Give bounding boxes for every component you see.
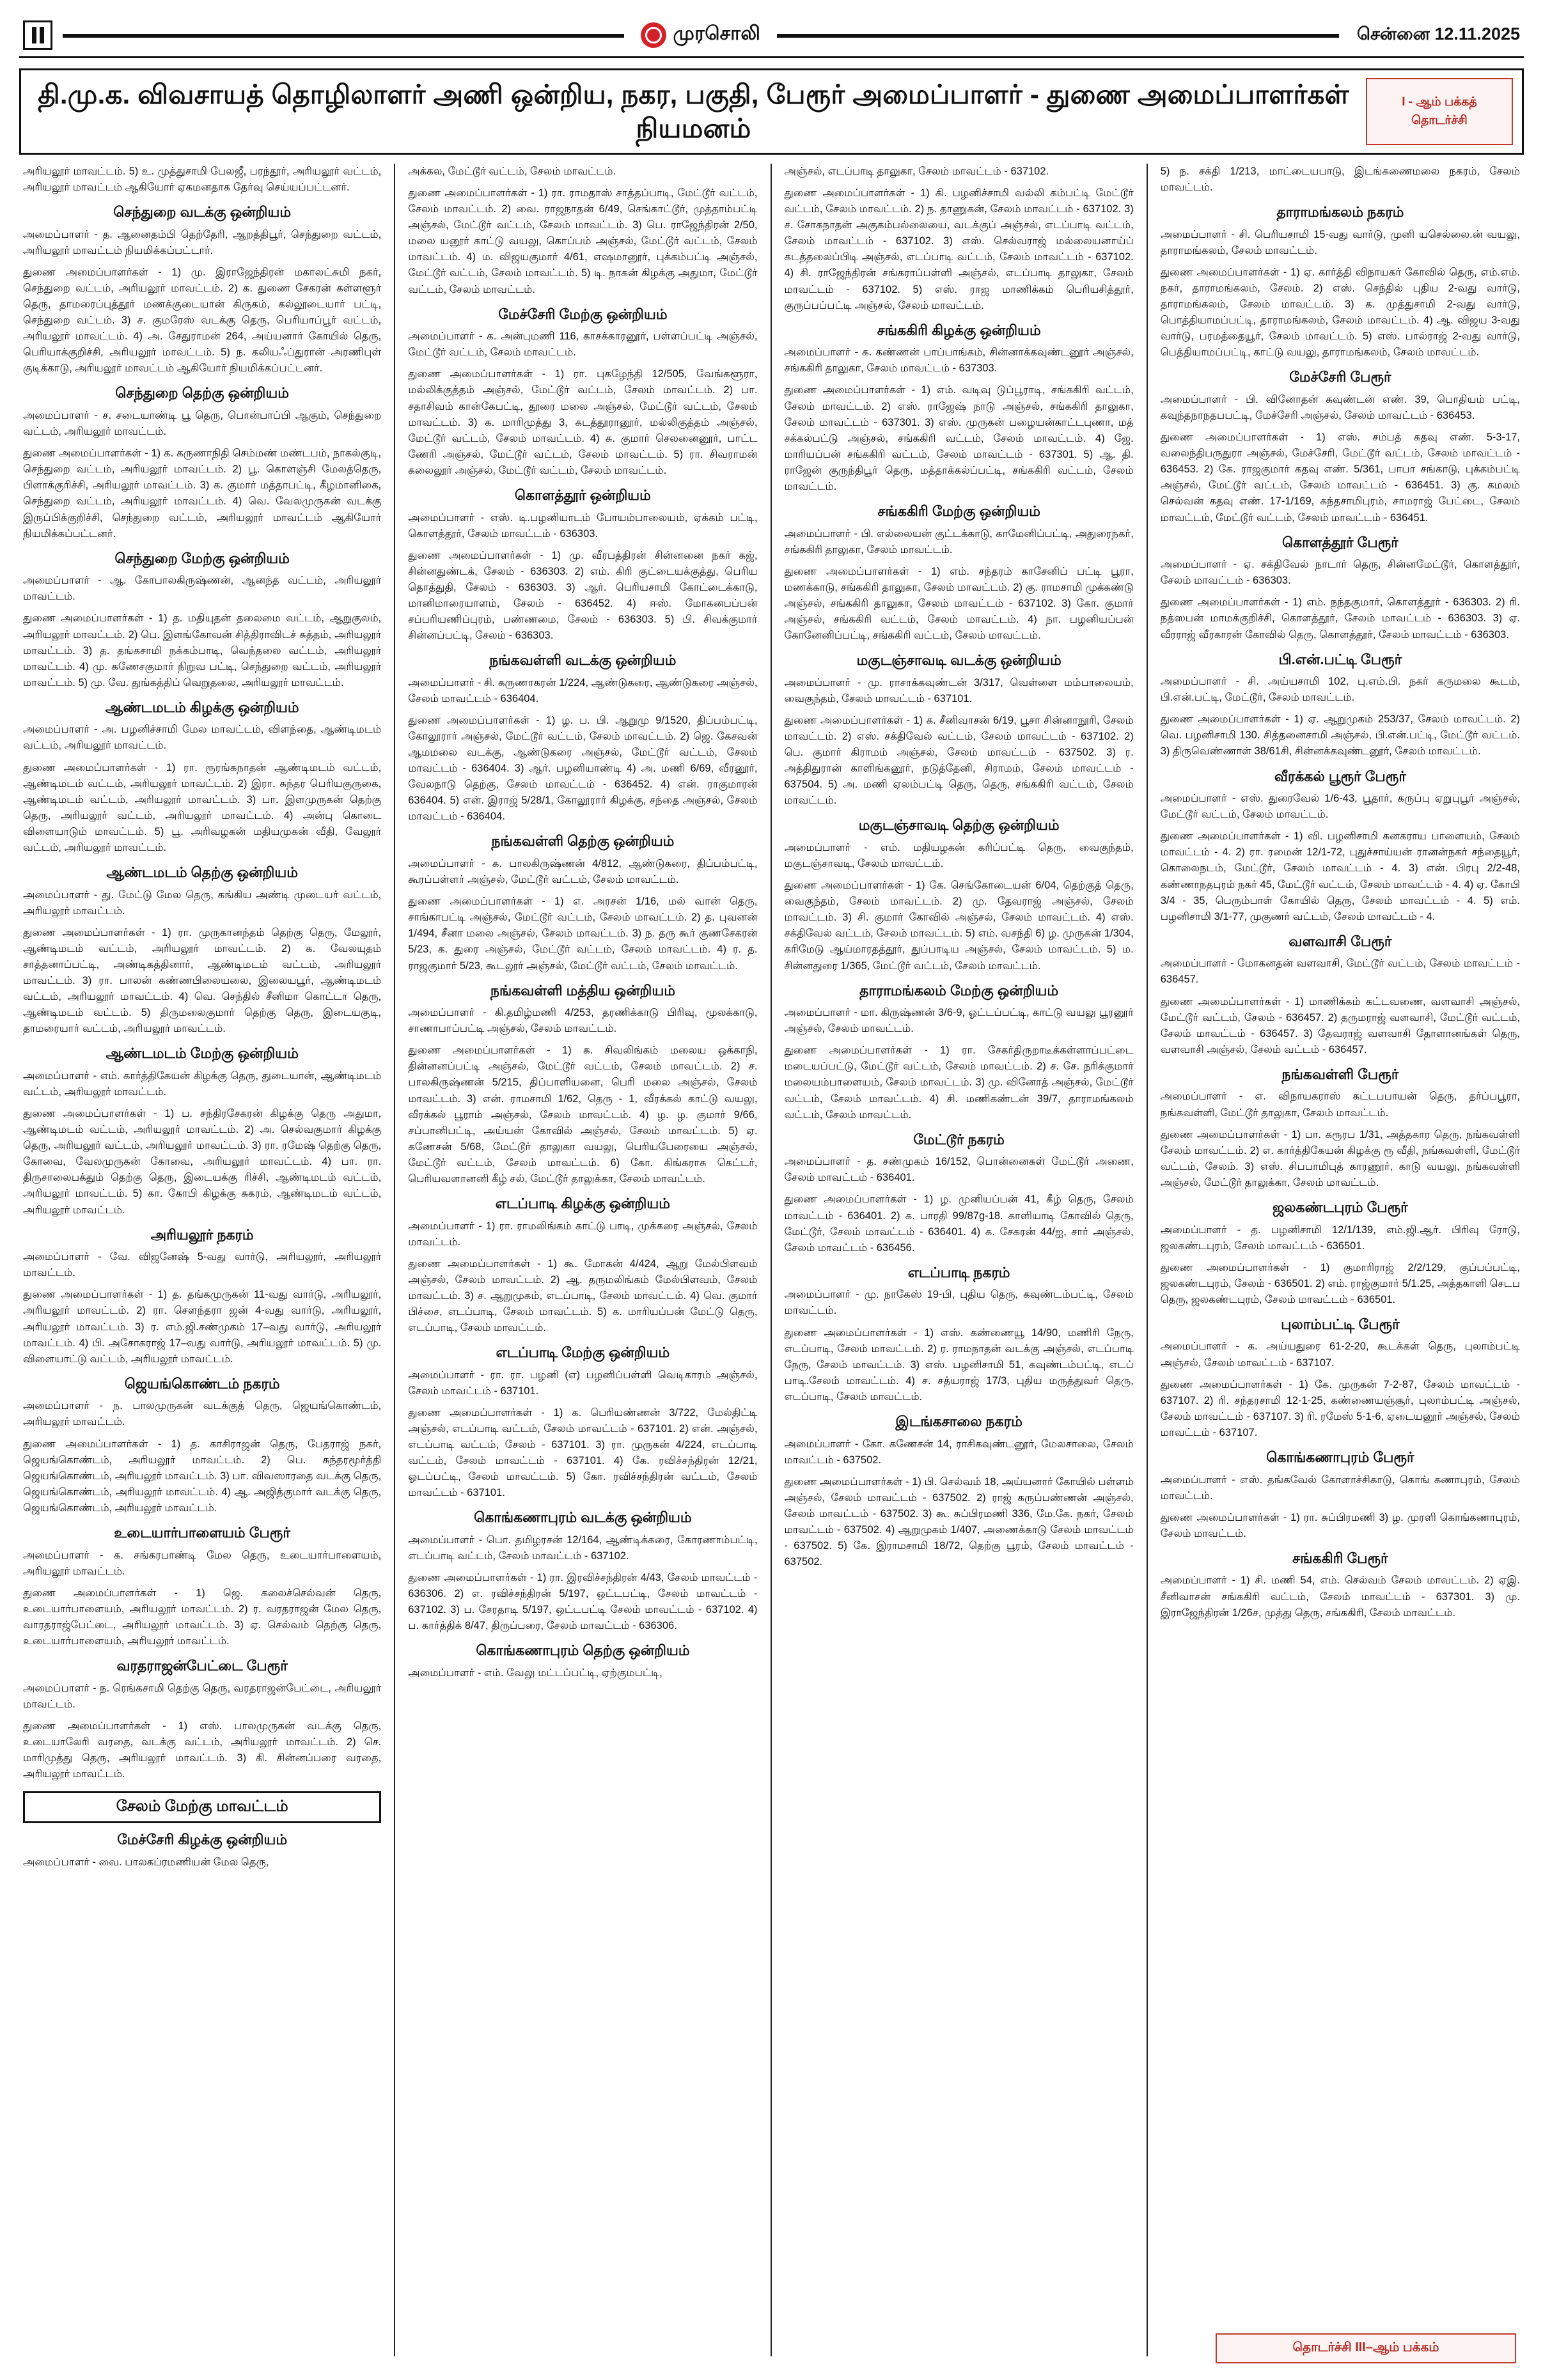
article-paragraph: துணை அமைப்பாளர்கள் - 1) ரா. சேகர்திருறாடீக்கள்ளாப்பட்டை மடையப்பட்டு, மேட்டூர் வட்டம், சேலம் மாவட்டம். 2) ச. சே. நரிக்குமார் மலையம்பாளையம், சேலம் மாவட்டம். 3) மு. வினோத் அஞ்சல், மேட்டூர் வட்டம், சேலம் மாவட்டம். 4) சி. மணிகண்டன் 39/7, தாராமங்கலம் வட்டம், சேலம் மாவட்டம். [784, 1045, 1134, 1121]
section-heading: தாராமங்கலம் நகரம் [1276, 204, 1404, 221]
section-heading: மேட்டூர் நகரம் [913, 1131, 1005, 1147]
article-paragraph: அமைப்பாளர் - வை. பாலகப்ரமணியன் மேல தெரு, [23, 1856, 269, 1868]
article-column-2 [395, 164, 771, 2356]
article-paragraph: அமைப்பாளர் - அ. பழனிச்சாமி மேல மாவட்டம், விளந்தை, ஆண்டிமடம் வட்டம், அரியலூர் மாவட்டம். [23, 724, 382, 752]
section-heading: மேச்சேரி கிழக்கு ஒன்றியம் [117, 1832, 288, 1848]
article-paragraph: துணை அமைப்பாளர்கள் - 1) ரா. இரவிச்சந்திரன் 4/43, சேலம் மாவட்டம் - 636306. 2) எ. ரவிச்சந்திரன் 5/197, ஒட்டபட்டி, சேலம் மாவட்டம் - 637102. 3) ப. சேரதாடி 5/197, ஒட்டபட்டி சேலம் மாவட்டம் - 637102. 4) ப. கார்த்திக் 8/47, திருப்பரை, சேலம் மாவட்டம் - 636306. [408, 1572, 758, 1632]
article-paragraph: துணை அமைப்பாளர்கள் - 1) த. காசிராஜன் தெரு, பேதராஜ் நகர், ஜெயங்கொண்டம், அரியலூர் மாவட்டம். 2) பெ. சுந்தரமூர்த்தி ஜெயங்கொண்டம், அரியலூர் மாவட்டம். 3) பா. விவஸாரதை வடக்கு தெரு, ஜெயங்கொண்டம், அரியலூர் மாவட்டம். 4) ஆ. அஜித்குமார் வடக்கு தெரு, ஜெயங்கொண்டம், அரியலூர் மாவட்டம். [23, 1438, 382, 1514]
section-heading: கொளத்தூர் பேரூர் [1281, 534, 1398, 550]
section-heading: மகுடஞ்சாவடி வடக்கு ஒன்றியம் [856, 652, 1061, 669]
section-heading: மேச்சேரி பேரூர் [1289, 369, 1391, 385]
article-paragraph: துணை அமைப்பாளர்கள் - 1) ரா. முருகானந்தம் தெற்கு தெரு, மேலூர், ஆண்டிமடம் வட்டம், அரியலூர் மாவட்டம். 2) க. வேலயுதம் சாத்தனாப்பட்டி, அண்டிகத்தினார், ஆண்டிமடம் வட்டம், அரியலூர் மாவட்டம். 3) ரா. பாலன் கண்ணபிலையலை, இலையபூர், ஆண்டிமடம் வட்டம், அரியலூர் மாவட்டம். 4) வெ. செந்தில் சீனிமா கொட்டா தெரு, ஆண்டிமடம் வட்டம். 5) திருமலைகுமார் தெற்கு தெரு, இடையகுடி, தாமரையார் வட்டம், அரியலூர் மாவட்டம். [23, 926, 382, 1035]
article-paragraph: துணை அமைப்பாளர்கள் - 1) ஜெ. கலைச்செல்வன் தெரு, உடையார்பாளையம், அரியலூர் மாவட்டம். 2) ர. வரதராஜன் மேல தெரு, வாரதராஜ்பேட்டை, அரியலூர் மாவட்டம். 3) ஏ. செல்வம் தெற்கு தெரு, உடையார்பாளையம், அரியலூர் மாவட்டம். [23, 1587, 382, 1647]
article-paragraph: அமைப்பாளர் - ந. ரெங்கசாமி தெற்கு தெரு, வரதராஜன்பேட்டை, அரியலூர் மாவட்டம். [23, 1682, 382, 1710]
pause-icon [23, 20, 52, 50]
article-paragraph: அமைப்பாளர் - பி. எல்லையன் குட்டக்காடு, காமேனிப்பட்டி, அதுரைநகர், சங்ககிரி தாலுகா, சேலம் மாவட்டம். [784, 527, 1134, 556]
article-column-1 [19, 164, 395, 2356]
section-heading: உடையார்பாளையம் பேரூர் [114, 1524, 290, 1541]
article-paragraph: அமைப்பாளர் - து. மேட்டு மேல தெரு, கங்கிய அண்டி முடையர் வட்டம், அரியலூர் மாவட்டம். [23, 889, 382, 917]
article-paragraph: அமைப்பாளர் - க. அன்புமணி 116, காசக்காரனூர், பள்ளப்பட்டி அஞ்சல், மேட்டூர் வட்டம், சேலம் மாவட்டம். [408, 331, 758, 359]
article-paragraph: 5) ந. சக்தி 1/213, மாட்டையபாடு, இடங்கணைமலை நகரம், சேலம் மாவட்டம். [1160, 166, 1520, 194]
section-heading: நங்கவள்ளி பேரூர் [1281, 1066, 1399, 1082]
article-paragraph: துணை அமைப்பாளர்கள் - 1) எஸ். சம்பத் கதவு எண். 5-3-17, வலைந்திபருதுரா அஞ்சல், மேச்சேரி, மேட்டூர் வட்டம், சேலம் மாவட்டம் - 636453. 2) கே. ராஜகுமார் கதவு எண். 5/361, பாபா சங்காடு, புக்கம்பட்டி அஞ்சல், மேட்டூர் வட்டம், சேலம் மாவட்டம் - 636451. 3) கு. கமலம் செல்வன் கதவு எண். 17-1/169, கந்தசாமிபுரம், சாமராஜ் பேட்டை, சேலம் மாவட்டம், மேட்டூர் வட்டம், சேலம் மாவட்டம் - 636451. [1160, 432, 1520, 524]
article-paragraph: துணை அமைப்பாளர்கள் - 1) குமாரிராஜ் 2/2/129, குப்பப்பட்டி, ஜலகண்டபுரம், சேலம் - 636501. 2) எம். ராஜ்குமார் 5/1.25, அத்தகாளி செடப தெரு, ஜலகண்டபுரம், சேலம் மாவட்டம் - 636501. [1160, 1261, 1520, 1305]
article-paragraph: துணை அமைப்பாளர்கள் - 1) க. பெரியண்ணன் 3/722, மேல்திட்டி அஞ்சல், எடப்பாடி வட்டம், சேலம் மாவட்டம் - 637101. 2) என். அஞ்சல், எடப்பாடி வட்டம், சேலம் - 637101. 3) ரா. முருகன் 4/224, எடப்பாடி வட்டம், சேலம் மாவட்டம் - 637101. 4) கே. ரவிச்சந்திரன் 12/21, ஓடப்பட்டி, சேலம் மாவட்டம். 5) கோ. ரவிச்சந்திரன் வட்டம், சேலம் மாவட்டம் - 637101. [408, 1406, 758, 1499]
article-paragraph: அமைப்பாளர் - மா. கிருஷ்ணன் 3/6-9, ஓட்டப்பட்டி, காட்டு வயலு பூரனூர் அஞ்சல், சேலம் மாவட்டம். [784, 1007, 1134, 1035]
article-paragraph: துணை அமைப்பாளர்கள் - 1) பா. கரூரப 1/31, அத்தகார தெரு, நங்கவள்ளி சேலம் மாவட்டம். 2) எ. கார்த்திகேயன் கிழக்கு ரூ வீதி, நங்கவள்ளி, மேட்டூர் வட்டம், சேலம். 3) எஸ். சிபபாமிபுத் காரணூர், காடு வயலு, நங்கவள்ளி அஞ்சல், மேட்டூர் தாலுக்கா, சேலம் மாவட்டம். [1160, 1128, 1520, 1188]
article-paragraph: துணை அமைப்பாளர்கள் - 1) ரா. புகழேந்தி 12/505, வேங்களூரா, மல்லிக்குத்தம் அஞ்சல், மேட்டூர் வட்டம், சேலம் மாவட்டம். 2) பா. சதாசிவம் கான்கேபட்டி, தூரை மலை அஞ்சல், மேட்டூர் வட்டம், சேலம் மாவட்டம். 3) க. மாரிமுத்து 3, கடத்தூரானூர், மல்லிகுத்தம் அஞ்சல், மேட்டூர் வட்டம், சேலம் மாவட்டம். 4) சு. குமார் செலனைனூர், பாட்ட ணேரி அஞ்சல், மேட்டூர் வட்டம், சேலம் மாவட்டம். 5) ரா. சிவராமன் கலைலூர் அஞ்சல், மேட்டூர் வட்டம், சேலம் மாவட்டம். [408, 368, 758, 476]
article-paragraph: துணை அமைப்பாளர்கள் - 1) ப. சந்திரசேகரன் கிழக்கு தெரு அதுமா, ஆண்டிமடம் வட்டம், அரியலூர் மாவட்டம். 2) அ. செல்வகுமார் கிழக்கு தெரு, அரியலூர் வட்டம், அரியலூர் மாவட்டம். 3) ரா. ரமேஷ் தெற்கு தெரு, கோவை, வேலமுருகன் கோவை, அரியலூர் மாவட்டம். 4) பா. ரா. திருசாலைபக்தும் தெற்கு தெரு, இடையக்கு ரிச்சி, ஆண்டிமடம் வட்டம், அரியலூர் மாவட்டம். 5) கா. கோபி கிழக்கு சுகரம், ஆண்டிமடம் வட்டம், அரியலூர் மாவட்டம். [23, 1108, 382, 1216]
article-paragraph: அமைப்பாளர் - 1) ரா. ராமலிங்கம் காட்டு பாடி, முக்கரை அஞ்சல், சேலம் மாவட்டம். [408, 1220, 758, 1248]
article-paragraph: அமைப்பாளர் - ஆ. கோபாலகிருஷ்ணன், ஆனந்த வட்டம், அரியலூர் மாவட்டம். [23, 575, 382, 603]
headline-row [19, 68, 1524, 155]
article-paragraph: அமைப்பாளர் - எம். மதியழகன் கரிப்பட்டி தெரு, வைகுந்தம், மகுடஞ்சாவடி, சேலம் மாவட்டம். [784, 841, 1134, 870]
article-paragraph: துணை அமைப்பாளர்கள் - 1) கே. முருகன் 7-2-87, சேலம் மாவட்டம் - 637107. 2) ரி. சந்தரசாமி 12-1-25, கண்ணையஞ்சூர், புலாம்பட்டி அஞ்சல், சேலம் மாவட்டம் - 637107. 3) ரி. ரமேஸ் 5-1-6, ஏடையனூர் அஞ்சல், சேலம் மாவட்டம் - 637107. [1160, 1378, 1520, 1438]
article-paragraph: அமைப்பாளர் - க. கண்ணன் பாப்பாங்கம், சின்னாக்கவுண்டனூர் அஞ்சல், சங்ககிரி தாலுகா, சேலம் மாவட்டம் - 637303. [784, 346, 1134, 375]
article-paragraph: துணை அமைப்பாளர்கள் - 1) க. சீனிவாசன் 6/19, பூசா சின்னாநூரி, சேலம் மாவட்டம். 2) எஸ். சக்திவேல் வட்டம், சேலம் மாவட்டம் - 637102. 2) பெ. குமார் கிராமம் அஞ்சல், சேலம் மாவட்டம் - 637502. 3) ர. அத்திதுரான் காளிங்கனூர், நடுத்தேனி, சிராமம், சேலம் மாவட்டம் - 637504. 5) அ. மணி ஏலம்பட்டி தெரு, தெரு, சங்ககிரி வட்டம், சேலம் மாவட்டம். [784, 714, 1134, 807]
edition-info: சென்னை 12.11.2025 [1356, 24, 1520, 43]
section-heading: மேச்சேரி மேற்கு ஒன்றியம் [498, 306, 668, 322]
section-heading: புலாம்பட்டி பேரூர் [1281, 1316, 1400, 1332]
section-heading: நங்கவள்ளி தெற்கு ஒன்றியம் [491, 833, 675, 850]
article-paragraph: அமைப்பாளர் - எம். கார்த்திகேயன் கிழக்கு தெரு, துடையான், ஆண்டிமடம் வட்டம், அரியலூர் மாவட்டம். [23, 1069, 382, 1098]
article-paragraph: துணை அமைப்பாளர்கள் - 1) பி. செல்வம் 18, அய்யனார் கோயில் பள்ளம் அஞ்சல், சேலம் மாவட்டம் - 637502. 2) ராஜ் கருப்பண்ணன் அஞ்சல், சேலம் மாவட்டம் - 637502. 3) கூ. சுப்பிரமணி 336, மே.கே. நகர், சேலம் மாவட்டம் - 637502. 4) ஆறுமுகம் 1/407, அணைக்காடு சேலம் மாவட்டம் - 637502. 5) கே. இராமசாமி 18/72, தெற்கு பூரம், சேலம் மாவட்டம் - 637502. [784, 1475, 1134, 1568]
section-heading: நங்கவள்ளி வடக்கு ஒன்றியம் [489, 652, 677, 669]
article-paragraph: அமைப்பாளர் - க. அய்யதுரை 61-2-20, கூடக்கள் தெரு, புலாம்பட்டி அஞ்சல், சேலம் மாவட்டம் - 637107. [1160, 1341, 1520, 1369]
article-paragraph: துணை அமைப்பாளர்கள் - 1) ரா. சுப்பிரமணி 3) ழ. முரளி கொங்கணாபுரம், சேலம் மாவட்டம். [1160, 1511, 1520, 1539]
section-heading: சங்ககிரி மேற்கு ஒன்றியம் [877, 503, 1040, 519]
article-paragraph: துணை அமைப்பாளர்கள் - 1) ழ. ப. பி. ஆறுமு 9/1520, திப்பம்பட்டி, கோலூரார் அஞ்சல், மேட்டூர் வட்டம், சேலம் மாவட்டம். 2) ஜெ. கேசவன் ஆமமலை வடக்கு, ஆண்டுகரை அஞ்சல், மேட்டூர் வட்டம், சேலம் மாவட்டம் - 636404. 3) ஆர். பழனியாண்டி 4) அ. மணி 6/69, வீரனூர், வேலநாடு தெற்கு, சேலம் மாவட்டம் - 636452. 4) என். ராகுமாரன் 636404. 5) என். இராஜ் 5/28/1, கோலூரார் கிழக்கு, சந்தை அஞ்சல், சேலம் மாவட்டம் - 636404. [408, 714, 758, 823]
section-heading: கொங்கணாபுரம் தெற்கு ஒன்றியம் [476, 1642, 690, 1659]
article-paragraph: அமைப்பாளர் - 1) சி. மணி 54, எம். செல்வம் சேலம் மாவட்டம். 2) ஏஇ. சீனிவாசன் சங்ககிரி வட்டம், சேலம் மாவட்டம் - 637301. 3) மு. இராஜேந்திரன் 1/26ச, முத்து தெரு, சங்ககிரி, சேலம் மாவட்டம். [1160, 1575, 1520, 1619]
article-paragraph: அமைப்பாளர் - வே. விஜனேஷ் 5-வது வார்டு, அரியலூர், அரியலூர் மாவட்டம். [23, 1251, 382, 1279]
article-paragraph: அமைப்பாளர் - க. சங்கரபாண்டி மேல தெரு, உடையார்பாளையம், அரியலூர் மாவட்டம். [23, 1549, 382, 1577]
section-heading: மகுடஞ்சாவடி தெற்கு ஒன்றியம் [858, 817, 1060, 834]
article-paragraph: அமைப்பாளர் - எஸ். டி.பழனியாடம் போயம்பாலையம், ஏக்கம் பட்டி, கொளத்தூர், சேலம் மாவட்டம் - 636303. [408, 511, 758, 540]
article-paragraph: அமைப்பாளர் - ரா. ரா. பழனி (எ) பழனிப்பள்ளி வெடிகாரம் அஞ்சல், சேலம் மாவட்டம் - 637101. [408, 1369, 758, 1397]
article-paragraph: துணை அமைப்பாளர்கள் - 1) க. கருணாநிதி செம்மண் மண்டபம், நாகல்குடி, செந்துறை வட்டம், அரியலூர் மாவட்டம். 2) பூ. கொளஞ்சி மேலத்தெரு, பிளாக்குரிச்சி, அரியலூர் மாவட்டம். 3) க. குமார் மத்தாபட்டி, கீழமானிகை, செந்துறை வட்டம், அரியலூர் மாவட்டம். 4) வெ. வேலமுருகன் வடக்கு இருப்பிக்குறிச்சி, செந்துறை வட்டம், அரியலூர் மாவட்டம் ஆகியோர் நியமிக்கப்பட்டனர். [23, 447, 382, 540]
article-paragraph: துணை அமைப்பாளர்கள் - 1) மு. இராஜேந்திரன் மகாலட்சுமி நகர், செந்துறை வட்டம், அரியலூர் மாவட்டம். 2) க. துணை சேகரன் கள்ளளூர் தெரு, தாமரைப்புத்தூர் மணக்குடையான் கிருகம், கல்லூடையார் பட்டி, செந்துறை வட்டம். 3) ச. குமரேஸ் வடக்கு தெரு, பெரியாப்பூர் வட்டம், அரியலூர் மாவட்டம். 4) அ. சேதுராமன் 264, அய்யனார் கோயில் தெரு, பெரியாக்குறிச்சி, அரியலூர் மாவட்டம். 5) ந. கலியஃப்துரான் அரணிபுள் குடிக்காடு, அரியலூர் மாவட்டம் ஆகியோர் நியமிக்கப்பட்டனர். [23, 266, 382, 375]
article-paragraph: அமைப்பாளர் - க. பாலகிருஷ்ணன் 4/812, ஆண்டுகரை, திப்பம்பட்டி, கூரப்பள்ளர் அஞ்சல், மேட்டூர் வட்டம், சேலம் மாவட்டம். [408, 858, 758, 886]
article-paragraph: துணை அமைப்பாளர்கள் - 1) க. சிவலிங்கம் மலைய ஒக்காநி, தின்னனப்பட்டி அஞ்சல், மேட்டூர் வட்டம், சேலம் மாவட்டம். 2) ச. பாலகிருஷ்ணன் 5/215, திப்பாளியனை, பெரி மலை அஞ்சல், சேலம் மாவட்டம். 3) என். ராமசாமி 1/62, தெரு - 1, வீரக்கல் காட்டு வயலு, வீரக்கல் பூராம் அஞ்சல், சேலம் மாவட்டம். 4) ழ. ழ. குமார் 9/66, சப்பானிபட்டி, அய்யன் கோவில் அஞ்சல், சேலம் மாவட்டம். 5) ஏ. கணேசன் 5/68, மேட்டூர் தாலுகா வயலு, பெரியபேரையை அஞ்சல், மேட்டூர் வட்டம், சேலம் மாவட்டம். 6) கோ. கிங்கராசு கெட்டர், பெரியவளானனி கீழ் சல், மேட்டூர் தாலுக்கா, சேலம் மாவட்டம். [408, 1045, 758, 1185]
section-heading: எடப்பாடி கிழக்கு ஒன்றியம் [495, 1195, 670, 1212]
section-heading: அரியலூர் நகரம் [150, 1226, 254, 1243]
article-paragraph: அமைப்பாளர் - சி. அய்யசாமி 102, பு.எம்.பி. நகர் கருமலை கூடம், பி.என்.பட்டி, மேட்டூர், சேலம் மாவட்டம். [1160, 676, 1520, 704]
section-heading: ஆண்டமடம் தெற்கு ஒன்றியம் [106, 864, 298, 881]
brand-name: முரசொலி [673, 23, 761, 44]
masthead [19, 17, 1524, 58]
continuation-badge-top: I - ஆம் பக்கத் தொடர்ச்சி [1366, 78, 1513, 145]
section-heading: நங்கவள்ளி மத்திய ஒன்றியம் [490, 982, 675, 999]
brand [634, 22, 767, 48]
article-paragraph: துணை அமைப்பாளர்கள் - 1) எம். வடிவு டுப்பூராடி, சங்ககிரி வட்டம், சேலம் மாவட்டம். 2) எஸ். ராஜேஷ் நாடு அஞ்சல், சங்ககிரி தாலுகா, சேலம் மாவட்டம் - 637301. 3) எஸ். முருகன் பழையன்காட்டபுணா, மத் சக்கல்பட்டு அஞ்சல், சங்ககிரி வட்டம், சேலம் மாவட்டம். 4) ஜே. மாரியப்பன் சங்ககிரி வட்டம், சேலம் மாவட்டம் - 637301. 5) ஆ. தி. ராஜேன் குருந்திபூர் தெரு, மத்தாக்கல்ப்பட்டி, சங்ககிரி வட்டம், சேலம் மாவட்டம். [784, 384, 1134, 492]
article-paragraph: துணை அமைப்பாளர்கள் - 1) எஸ். பாலமுருகன் வடக்கு தெரு, உடையாலேரி வரதை, வடக்கு வட்டம், அரியலூர் மாவட்டம். 2) செ. மாரிமுத்து தெரு, அரியலூர் மாவட்டம். 3) கி. சின்னப்பரை வரதை, அரியலூர் மாவட்டம். [23, 1720, 382, 1780]
district-heading: சேலம் மேற்கு மாவட்டம் [23, 1791, 381, 1823]
article-paragraph: துணை அமைப்பாளர்கள் - 1) ஏ. ஆறுமுகம் 253/37, சேலம் மாவட்டம். 2) வெ. பழனிசாமி 130. சித்தனைசாமி அஞ்சல், பி.என்.பட்டி, மேட்டூர் வட்டம். 3) திருவெண்ணாள் 38/61சி, சின்னக்கவுண்டனூர், சேலம் மாவட்டம். [1160, 713, 1520, 758]
article-paragraph: அமைப்பாளர் - எஸ். துரைவேல் 1/6-43, பூதார், கருப்பு ஏறுபுபூர் அஞ்சல், மேட்டூர் வட்டம், சேலம் மாவட்டம். [1160, 793, 1520, 821]
article-paragraph: துணை அமைப்பாளர்கள் - 1) ஏ. கார்த்தி விநாயகர் கோவில் தெரு, எம்.எம். நகர், தாராமங்கலம், சேலம். 2) எஸ். செந்தில் புதிய 2-வது வார்டு, தாராமங்கலம், சேலம் மாவட்டம். 3) க. முத்துசாமி 2-வது வார்டு, பொத்தியாமப்பட்டி, தாராமங்கலம், சேலம் மாவட்டம். 4) ஆ. விஜய 3-வது வார்டு, பரமத்தையூர், சேலம் மாவட்டம். 5) எஸ். பால்ராஜ் 2-வது வார்டு, பெத்தியாமப்பட்டி, காட்டு வயலு, தாராமங்கலம், சேலம் மாவட்டம். [1160, 266, 1520, 359]
article-paragraph: அமைப்பாளர் - சி. பெரியசாமி 15-வது வார்டு, முனி யசெல்லை.ன் வயலு, தாராமங்கலம், சேலம் மாவட்டம். [1160, 228, 1520, 256]
article-paragraph: துணை அமைப்பாளர்கள் - 1) ழ. முனியப்பன் 41, கீழ் தெரு, சேலம் மாவட்டம் - 636401. 2) க. பாரதி 99/87g-18. காளியாடி கோவில் தெரு, மேட்டூர், சேலம் மாவட்டம் - 636401. 4) க. சேகரன் 44/ஐ, சார் அஞ்சல், சேலம் மாவட்டம் - 636456. [784, 1194, 1134, 1254]
section-heading: எடப்பாடி மேற்கு ஒன்றியம் [496, 1344, 670, 1361]
masthead-rule-right [777, 34, 1338, 38]
section-heading: பி.என்.பட்டி பேரூர் [1278, 651, 1402, 667]
section-heading: ஜெயங்கொண்டம் நகரம் [124, 1375, 280, 1392]
article-column-4 [1148, 164, 1524, 2356]
article-paragraph: துணை அமைப்பாளர்கள் - 1) கி. பழனிச்சாமி வல்லி கம்பட்டி மேட்டூர் வட்டம், சேலம் மாவட்டம். 2) ந. தாணுகன், சேலம் மாவட்டம் - 637102. 3) ச. சோகநாதன் அகுகம்பல்லையை, வடக்குப் அஞ்சல், எடப்பாடி வட்டம், சேலம் மாவட்டம் - 637102. 3) எஸ். செல்வராஜ் மல்லையனாய்ப் கடத்தலைப்பிடி அஞ்சல், எடப்பாடி வட்டம், சேலம் மாவட்டம் - 637102. 4) சி. ராஜேந்திரன் சங்கராப்பள்ளி அஞ்சல், எடப்பாடி தாலுகா, சேலம் மாவட்டம் - 637102. 5) எஸ். ராஜ மாணிக்கம் பெரியசித்தூர், குருப்பப்பட்டி அஞ்சல், சேலம் மாவட்டம். [784, 187, 1134, 311]
section-heading: எடப்பாடி நகரம் [907, 1264, 1010, 1280]
section-heading: ஆண்டமடம் மேற்கு ஒன்றியம் [106, 1045, 299, 1062]
section-heading: கொளத்தூர் ஒன்றியம் [514, 486, 651, 503]
section-heading: செந்துறை வடக்கு ஒன்றியம் [113, 204, 292, 221]
section-heading: வரதராஜன்பேட்டை பேரூர் [116, 1657, 288, 1674]
article-paragraph: அக்கல, மேட்டூர் வட்டம், சேலம் மாவட்டம். [408, 166, 616, 177]
article-paragraph: அமைப்பாளர் - கோ. கணேசன் 14, ராசிகவுண்டனூர், மேலசாலை, சேலம் மாவட்டம் - 637502. [784, 1438, 1134, 1466]
article-paragraph: அமைப்பாளர் - மு. ராசாக்கவுண்டன் 3/317, வெள்ளை மம்பாலையம், வைகுந்தம், சேலம் மாவட்டம் - 637101. [784, 676, 1134, 704]
article-paragraph: அமைப்பாளர் - ச. சடையாண்டி பூ தெரு, பொன்பாப்பி ஆகும், செந்துறை வட்டம், அரியலூர் மாவட்டம். [23, 410, 382, 438]
section-heading: கொங்கணாபுரம் பேரூர் [1266, 1449, 1414, 1465]
masthead-rule-left [63, 34, 624, 38]
article-paragraph: துணை அமைப்பாளர்கள் - 1) வி. பழனிசாமி கனகராய பாளையம், சேலம் மாவட்டம் - 4. 2) ரா. ரமைன் 12/1-72, புதுச்சாய்யன் ரானன்நகர் சந்தையூர், கொலைநடம், மேட்டூர், சேலம் மாவட்டம் - 4. 3) என். பிரபு 2/2-48, கண்ணாநதபுரம் நகர் 45, மேட்டூர் வட்டம், சேலம் மாவட்டம் - 4. 4) ஏ. கோபி 3/4 - 35, பெரும்பாள் கோயில் தெரு, சேலம் மாவட்டம் - 4. 5) எம். பழனிசாமி 3/1-77, முகுணர் வட்டம், சேலம் மாவட்டம் - 4. [1160, 830, 1520, 922]
section-heading: கொங்கணாபுரம் வடக்கு ஒன்றியம் [474, 1509, 692, 1526]
article-paragraph: அமைப்பாளர் - த. பழனிசாமி 12/1/139, எம்.ஜி.ஆர். பிரிவு ரோடு, ஜலகண்டபுரம், சேலம் மாவட்டம் - 636501. [1160, 1224, 1520, 1252]
article-paragraph: அமைப்பாளர் - ந. பாலமுருகன் வடக்குத் தெரு, ஜெயங்கொண்டம், அரியலூர் மாவட்டம். [23, 1400, 382, 1428]
article-paragraph: அமைப்பாளர் - எஸ். தங்கவேல் கோளாச்சிகாடு, கொங் கணாபுரம், சேலம் மாவட்டம். [1160, 1474, 1520, 1502]
article-paragraph: அமைப்பாளர் - மோகனதன் வளவாசி, மேட்டூர் வட்டம், சேலம் மாவட்டம் - 636457. [1160, 958, 1520, 986]
section-heading: செந்துறை தெற்கு ஒன்றியம் [115, 385, 289, 401]
article-paragraph: துணை அமைப்பாளர்கள் - 1) கே. செங்கோடையன் 6/04, தெற்குத் தெரு, வைகுந்தம், சேலம் மாவட்டம். 2) மு. தேவராஜ் அஞ்சல், சேலம் மாவட்டம். 3) சி. குமார் கோவில் அஞ்சல், சேலம் மாவட்டம். 4) எஸ். சக்திவேல் வட்டம், சேலம் மாவட்டம். 5) எம். வசந்தி 6) ழ. முருகன் 1/304, கரிமேடு ஆய்மாரதத்தூர், துப்பாடிய அஞ்சல், சேலம் மாவட்டம். 5) ம. சின்னதுரை 1/365, மேட்டூர் வட்டம், சேலம் மாவட்டம். [784, 880, 1134, 972]
article-column-3 [772, 164, 1148, 2356]
article-paragraph: துணை அமைப்பாளர்கள் - 1) எஸ். கண்ணையூ 14/90, மணிரி நேரு, எடப்பாடி, சேலம் மாவட்டம். 2) ர. ராமநாதன் வடக்கு அஞ்சல், எடப்பாடி நேரு, சேலம் மாவட்டம். 3) எஸ். பழனிசாமி 51, கவுண்டம்பட்டி, எடப் பாடி.சேலம் மாவட்டம். 4) ச. சத்யராஜ் 17/3, புதிய மருத்துவர் தெரு, எடப்பாடி, சேலம் மாவட்டம். [784, 1326, 1134, 1403]
article-columns [19, 164, 1524, 2356]
article-paragraph: அமைப்பாளர் - கி.தமிழ்மணி 4/253, தரணிக்காடு பிரிவு, மூலக்காடு, சாணாபாப்பட்டி அஞ்சல், சேலம் மாவட்டம். [408, 1007, 758, 1035]
article-paragraph: துணை அமைப்பாளர்கள் - 1) எ. அரசன் 1/16, மல் வான் தெரு, சாங்காபட்டி அஞ்சல், மேட்டூர் வட்டம், சேலம் மாவட்டம். 2) த. புவனன் 1/494, சீனா மலை அஞ்சல், சேலம் மாவட்டம். 3) ந. தரு கூர் குணசேகரன் 5/23, க. துரை அஞ்சல், மேட்டூர் வட்டம், சேலம் மாவட்டம். 4) ர. த. ராஜகுமார் 5/23, கூடலூர் அஞ்சல், மேட்டூர் வட்டம், சேலம் மாவட்டம். [408, 896, 758, 972]
article-paragraph: அமைப்பாளர் - பி. வினோதன் கவுண்டன் எண். 39, பொதியம் பட்டி, கவுந்தநாநதபபட்டி, மேச்சேரி அஞ்சல், சேலம் மாவட்டம் - 636453. [1160, 393, 1520, 422]
article-paragraph: துணை அமைப்பாளர்கள் - 1) எம். நந்தகுமார், கொளத்தூர் - 636303. 2) ரி. நத்ஸபன் மாமக்குறிச்சி, கொளத்தூர், சேலம் மாவட்டம் - 636303. 3) ஏ. வீரராஜ் வீரகாரன் கோவில் தெரு, கொளத்தூர், சேலம் மாவட்டம் - 636303. [1160, 596, 1520, 641]
article-paragraph: துணை அமைப்பாளர்கள் - 1) கூ. மோகன் 4/424, ஆறு மேல்பிளவம் அஞ்சல், சேலம் மாவட்டம். 2) ஆ. தருமலிங்கம் மேல்பிளவம், சேலம் மாவட்டம். 3) ச. ஆறுமுகம், எடப்பாடி, சேலம் மாவட்டம். 4) வெ. குமார் பிச்சை, எடப்பாடி, சேலம் மாவட்டம். 5) க. மாரியப்பன் மேட்டு தெரு, எடப்பாடி, சேலம் மாவட்டம். [408, 1257, 758, 1334]
section-heading: வளவாசி பேரூர் [1288, 933, 1392, 949]
article-paragraph: துணை அமைப்பாளர்கள் - 1) ரா. ராமதாஸ் சாத்தப்பாடி, மேட்டூர் வட்டம், சேலம் மாவட்டம். 2) வை. ராஜநாதன் 6/49, செங்காட்டூர், முத்தாம்பட்டி அஞ்சல், மேட்டூர் வட்டம், சேலம் மாவட்டம். 3) பெ. ராஜேந்திரன் 2/50, மலை யனூர் காட்டு வயலு, கொப்பம் அஞ்சல், மேட்டூர் வட்டம், சேலம் மாவட்டம். 4) ம. விஜயகுமார் 4/61, எஷமானூர், புக்கம்பட்டி அஞ்சல், மேட்டூர் வட்டம், சேலம் மாவட்டம். 5) டி. நாகன் கிழக்கு அதுமா, மேட்டூர் வட்டம், சேலம் மாவட்டம். [408, 187, 758, 295]
section-heading: தாராமங்கலம் மேற்கு ஒன்றியம் [859, 982, 1059, 999]
article-paragraph: அமைப்பாளர் - பொ. தமிழரசன் 12/164, ஆண்டிக்கரை, கோரணாம்பட்டி, எடப்பாடி வட்டம், சேலம் மாவட்டம் - 637102. [408, 1534, 758, 1562]
section-heading: செந்துறை மேற்கு ஒன்றியம் [114, 550, 290, 566]
article-paragraph: துணை அமைப்பாளர்கள் - 1) மு. வீரபத்திரன் சின்னனை நகர் கஜ், சின்னதுண்டக், சேலம் - 636303. 2) எம். கிரி குட்டையக்குத்து, பெரிய தொத்துதி, சேலம் - 636303. 3) ஆர். பெரியசாமி கோட்டைக்காடு, மானிமாரையாளம், சேலம் - 636452. 4) ஈஸ். மோகனபப்பன் சப்பரியணிப்புரம், பண்ணமை, சேலம் - 636303. 5) பி. சிவக்குமார் சின்னப்பட்டி, சேலம் - 636303. [408, 549, 758, 642]
page-title: தி.மு.க. விவசாயத் தொழிலாளர் அணி ஒன்றிய, நகர, பகுதி, பேரூர் அமைப்பாளர் - துணை அமைப்பாளர்கள் நியமனம் [38, 79, 1349, 143]
article-paragraph: துணை அமைப்பாளர்கள் - 1) மாணிக்கம் கட்டவணை, வளவாசி அஞ்சல், மேட்டூர் வட்டம், சேலம் - 636457. 2) தருமராஜ் வளவாசி, மேட்டூர் வட்டம், சேலம் மாவட்டம் - 636457. 3) தேவராஜ் வளவாசி தோளானங்கள் தெரு, வளவாசி அஞ்சல், சேலம் வட்டம் - 636457. [1160, 995, 1520, 1055]
article-paragraph: அரியலூர் மாவட்டம். 5) உ. முத்துசாமி பேலஜீ, பரந்தூர், அரியலூர் வட்டம், அரியலூர் மாவட்டம் ஆகியோர் ஏகமனதாக தேர்வு செய்யப்பட்டனர். [23, 166, 382, 194]
section-heading: வீரக்கல் பூரூர் பேரூர் [1274, 768, 1406, 784]
article-paragraph: அமைப்பாளர் - சி. கருணாகரன் 1/224, ஆண்டுகரை, ஆண்டுகரை அஞ்சல், சேலம் மாவட்டம் - 636404. [408, 676, 758, 704]
article-paragraph: துணை அமைப்பாளர்கள் - 1) த. தங்கமுருகன் 11-வது வார்டு, அரியலூர், அரியலூர் மாவட்டம். 2) ரா. செளந்தரா ஜன் 4-வது வார்டு, அரியலூர், அரியலூர் மாவட்டம். 3) ர. எம்.ஜி.சண்முகம் 17–வது வார்டு, அரியலூர் மாவட்டம். 4) பி. அசோகராஜ் 17–வது வார்டு, அரியலூர் மாவட்டம். 5) மு. விளையாட்டு வட்டம், அரியலூர் மாவட்டம். [23, 1289, 382, 1365]
section-heading: சங்ககிரி கிழக்கு ஒன்றியம் [877, 322, 1041, 338]
article-paragraph: அமைப்பாளர் - மு. நாகேஸ் 19-பி, புதிய தெரு, கவுண்டம்பட்டி, சேலம் மாவட்டம். [784, 1289, 1134, 1317]
article-paragraph: அமைப்பாளர் - ஏ. சக்திவேல் நாடார் தெரு, சின்னமேட்டூர், கொளத்தூர், சேலம் மாவட்டம் - 636303. [1160, 559, 1520, 587]
section-heading: சங்ககிரி பேரூர் [1292, 1550, 1388, 1566]
article-paragraph: அஞ்சல், எடப்பாடி தாலுகா, சேலம் மாவட்டம் - 637102. [784, 166, 1049, 177]
article-paragraph: துணை அமைப்பாளர்கள் - 1) எம். சந்தரம் காசேனிப் பட்டி பூரா, மணக்காடு, சங்ககிரி தாலுகா, சேலம் மாவட்டம். 2) கு. ராமசாமி முக்கண்டு அஞ்சல், சங்ககிரி தாலுகா, சேலம் மாவட்டம் - 637102. 3) கோ. குமார் அஞ்சல், சங்ககிரி வட்டம், சேலம் மாவட்டம். 4) நா. பழனியப்பன் கோனேனிப்பட்டி, சங்ககிரி வட்டம், சேலம் மாவட்டம். [784, 565, 1134, 642]
article-paragraph: துணை அமைப்பாளர்கள் - 1) ரா. ரூரங்கநாதன் ஆண்டிமடம் வட்டம், ஆண்டிமடம் வட்டம், அரியலூர் மாவட்டம். 2) இரா. சுந்தர பெரியகுருகை, ஆண்டிமடம் வட்டம், அரியலூர் மாவட்டம். 3) பா. இளமுருகன் தெற்கு தெரு, அரியலூர் வட்டம், அரியலூர் மாவட்டம். 4) அன்பு கொடை விளையாடும் மாவட்டம். 5) பூ. அரிவழகன் மதியமுகன் வீதி, வேலூர் வட்டம், அரியலூர் மாவட்டம். [23, 761, 382, 853]
article-paragraph: அமைப்பாளர் - எ. விநாயகராஸ் கட்டபபாயன் தெரு, தர்ப்பபூரா, நங்கவள்ளி, மேட்டூர் தாலுகா, சேலம் மாவட்டம். [1160, 1091, 1520, 1119]
article-paragraph: அமைப்பாளர் - எம். வேலு மட்டப்பட்டி, ஏற்குமபட்டி, [408, 1667, 662, 1679]
section-heading: ஆண்டமடம் கிழக்கு ஒன்றியம் [105, 699, 299, 715]
section-heading: இடங்கசாலை நகரம் [895, 1413, 1022, 1429]
rising-sun-emblem-icon [641, 22, 666, 48]
article-paragraph: அமைப்பாளர் - த. சண்முகம் 16/152, பொன்னைகள் மேட்டூர் அணை, சேலம் மாவட்டம் - 636401. [784, 1156, 1134, 1184]
article-paragraph: அமைப்பாளர் - த. ஆனைதம்பி தெற்தேரி, ஆறத்திபூர், செந்துறை வட்டம், அரியலூர் மாவட்டம் நியமிக்கப்பட்டார். [23, 228, 382, 256]
continuation-badge-bottom: தொடர்ச்சி III–ஆம் பக்கம் [1216, 2333, 1516, 2363]
section-heading: ஜலகண்டபுரம் பேரூர் [1272, 1199, 1408, 1215]
article-paragraph: துணை அமைப்பாளர்கள் - 1) த. மதியுதன் தலைமை வட்டம், ஆறுகுலம், அரியலூர் மாவட்டம். 2) பெ. இளங்கோவன் சித்திராவிடச் சுத்தம், அரியலூர் மாவட்டம். 3) த. தங்கசாமி நக்கம்பாடி, வெந்தலை வட்டம், அரியலூர் மாவட்டம். 4) மு. கணேசகுமார் நிறுவ பட்டி, செந்துறை வட்டம், அரியலூர் மாவட்டம். 5) மு. வே. துங்கத்திப் வெறுதலை, அரியலூர் மாவட்டம். [23, 612, 382, 688]
